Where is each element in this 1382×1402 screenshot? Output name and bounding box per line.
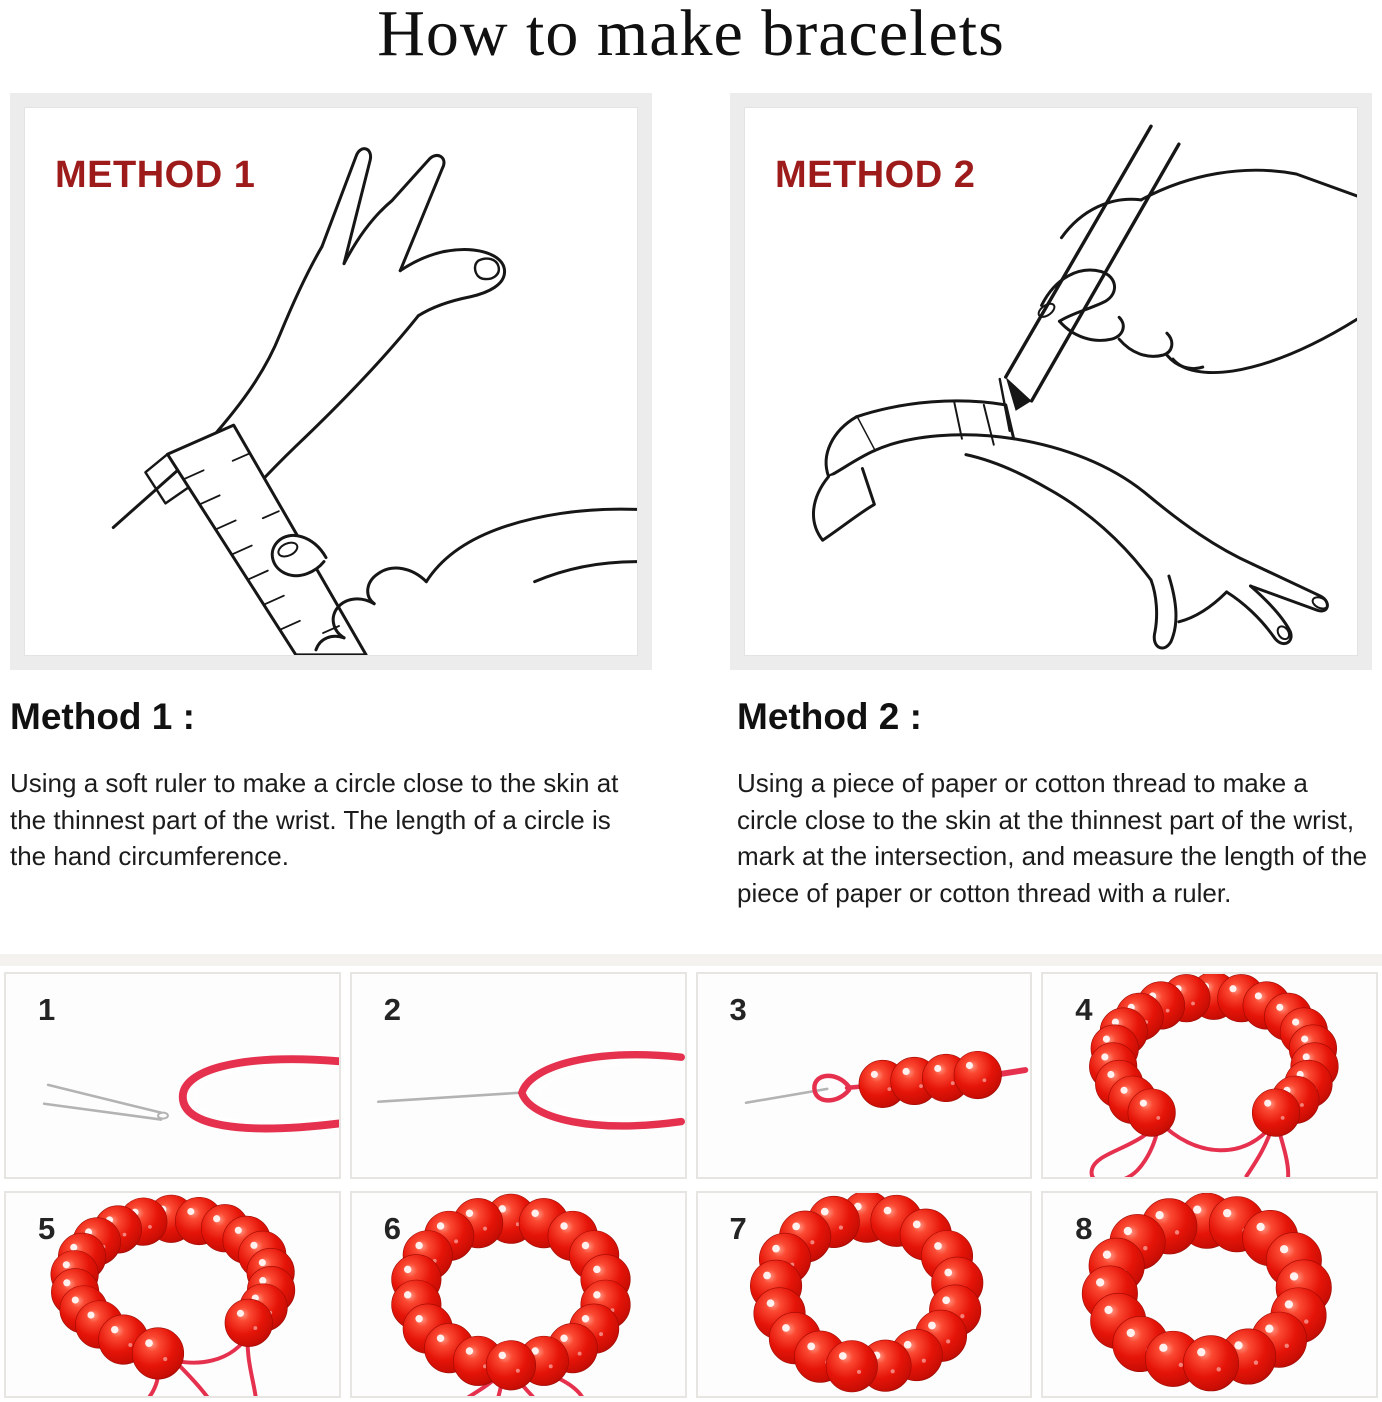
step-number: 4 xyxy=(1075,992,1093,1028)
step-5-illustration xyxy=(6,1193,339,1396)
step-4-illustration xyxy=(1043,974,1376,1177)
method-illustration-row xyxy=(0,93,1382,670)
method2-description xyxy=(737,696,1372,913)
step-panel-2 xyxy=(350,972,687,1179)
method1-text: Using a soft ruler to make a circle close to the skin at the thinnest part of the wrist. The length of a circle is the hand circumference. xyxy=(10,767,619,872)
step-number: 6 xyxy=(383,1211,401,1247)
step-number: 8 xyxy=(1075,1211,1093,1247)
steps-grid xyxy=(4,972,1378,1398)
step-8-illustration xyxy=(1043,1193,1376,1396)
method2-box-label: METHOD 2 xyxy=(775,153,976,196)
step-panel-6 xyxy=(350,1191,687,1398)
step-6-illustration xyxy=(352,1193,685,1396)
method2-heading: Method 2 : xyxy=(737,695,922,737)
step-1-illustration xyxy=(6,974,339,1177)
method1-description xyxy=(10,696,650,913)
method1-box-label: METHOD 1 xyxy=(55,153,256,196)
method1-heading: Method 1 : xyxy=(10,695,195,737)
method1-box xyxy=(10,93,652,670)
step-number: 1 xyxy=(38,992,56,1028)
method2-box xyxy=(730,93,1372,670)
step-panel-7 xyxy=(696,1191,1033,1398)
step-panel-3 xyxy=(696,972,1033,1179)
step-panel-5 xyxy=(4,1191,341,1398)
step-number: 5 xyxy=(38,1211,56,1247)
step-3-illustration xyxy=(698,974,1031,1177)
step-panel-4 xyxy=(1041,972,1378,1179)
step-panel-8 xyxy=(1041,1191,1378,1398)
method-description-row xyxy=(0,696,1382,913)
step-2-illustration xyxy=(352,974,685,1177)
step-number: 3 xyxy=(729,992,747,1028)
method2-text: Using a piece of paper or cotton thread to make a circle close to the skin at the thinnest part of the wrist, mark at the intersection, and measure the length of the piece of paper or cotton thread with a ruler. xyxy=(737,767,1368,909)
step-number: 7 xyxy=(729,1211,747,1247)
step-7-illustration xyxy=(698,1193,1031,1396)
step-panel-1 xyxy=(4,972,341,1179)
steps-section xyxy=(0,954,1382,1402)
step-number: 2 xyxy=(383,992,401,1028)
page-title: How to make bracelets xyxy=(377,0,1005,70)
